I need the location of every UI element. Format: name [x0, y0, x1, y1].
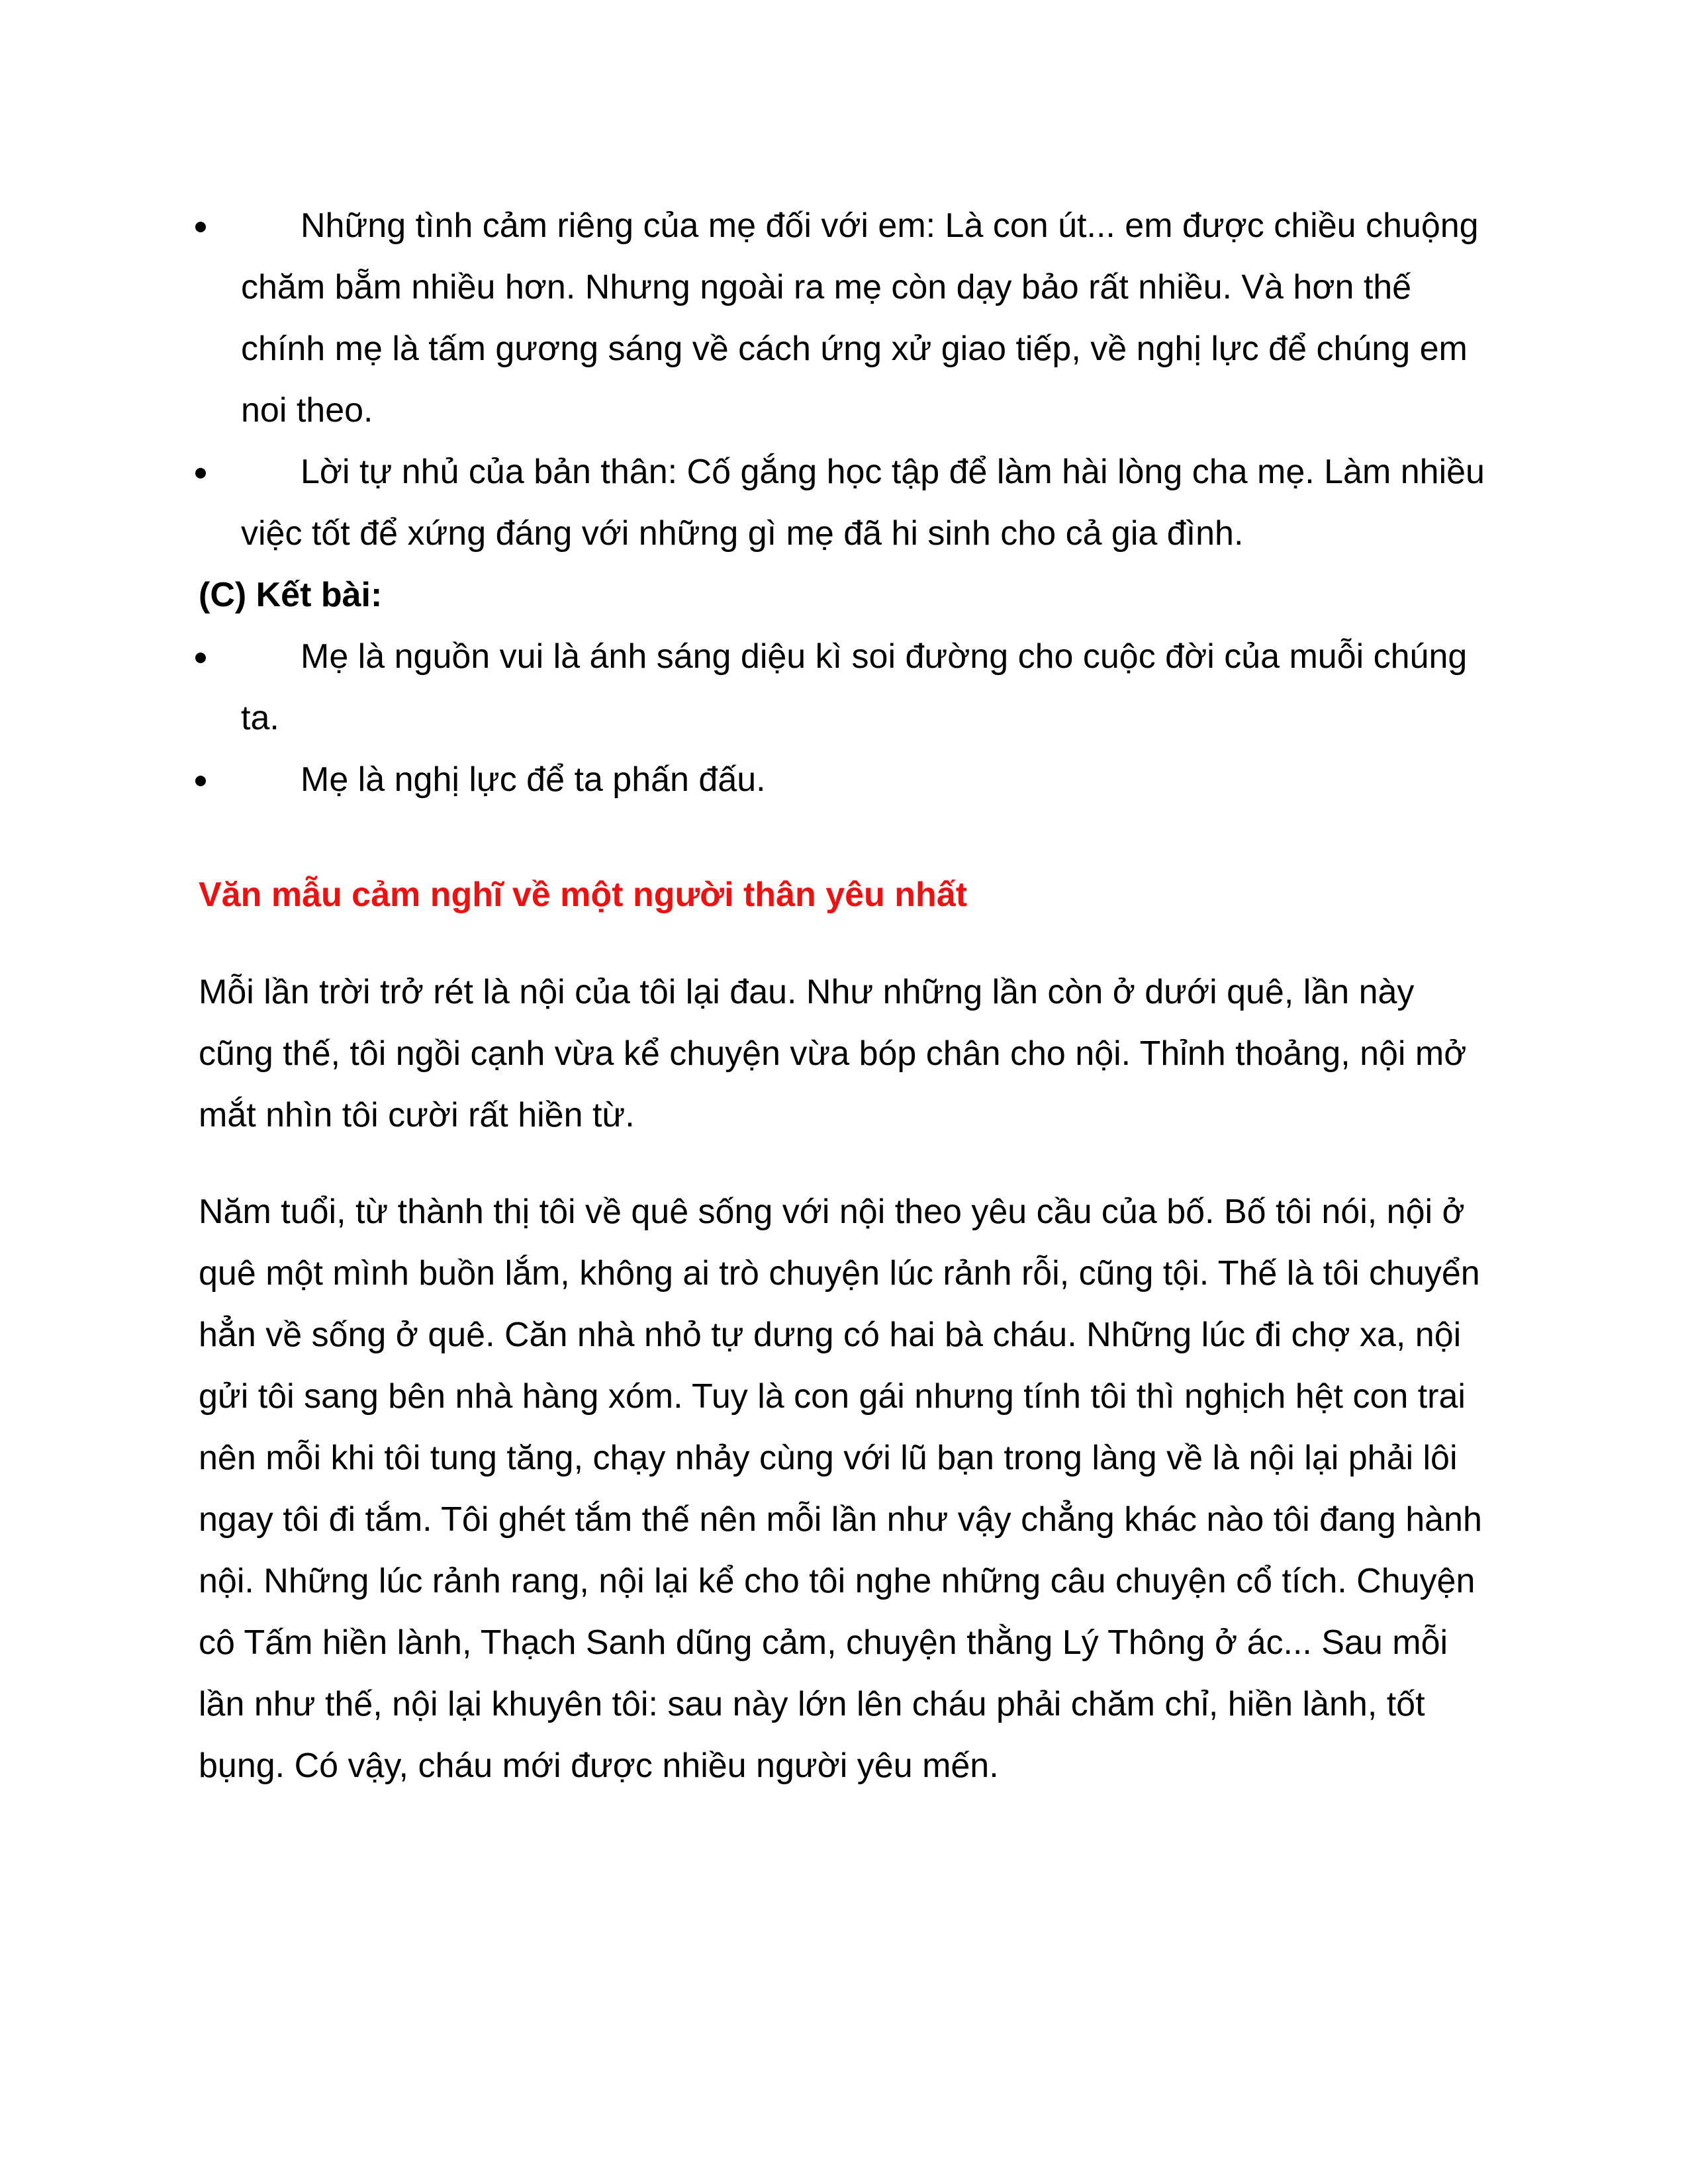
bullet-icon — [195, 468, 206, 478]
bullet-text: Lời tự nhủ của bản thân: Cố gắng học tập để làm hài lòng cha mẹ. Làm nhiều việc tốt để xứng đáng với những gì mẹ đã hi sinh cho cả gia đình. — [241, 453, 1485, 553]
bullet-icon — [195, 222, 206, 232]
bullet-icon — [195, 653, 206, 663]
bullet-text: Mẹ là nghị lực để ta phấn đấu. — [301, 760, 766, 799]
conclusion-bullet-list — [199, 626, 1496, 811]
list-item — [199, 626, 1496, 749]
bullet-text: Những tình cảm riêng của mẹ đối với em: Là con út... em được chiều chuộng chăm bẵm nhiều hơn. Nhưng ngoài ra mẹ còn dạy bảo rất nhiều. Và hơn thế chính mẹ là tấm gương sáng về cách ứng xử giao tiếp, về nghị lực để chúng em noi theo. — [241, 206, 1479, 430]
outline-bullet-list — [199, 195, 1496, 565]
bullet-text: Mẹ là nguồn vui là ánh sáng diệu kì soi đường cho cuộc đời của muỗi chúng ta. — [241, 637, 1468, 737]
essay-paragraph: Mỗi lần trời trở rét là nội của tôi lại đau. Như những lần còn ở dưới quê, lần này cũng thế, tôi ngồi cạnh vừa kể chuyện vừa bóp chân cho nội. Thỉnh thoảng, nội mở mắt nhìn tôi cười rất hiền từ. — [199, 973, 1467, 1134]
list-item — [199, 749, 1496, 811]
list-item — [199, 195, 1496, 441]
list-item — [199, 441, 1496, 565]
conclusion-heading: (C) Kết bài: — [199, 576, 383, 614]
document-content — [199, 195, 1496, 1797]
essay-paragraph: Năm tuổi, từ thành thị tôi về quê sống với nội theo yêu cầu của bố. Bố tôi nói, nội ở quê một mình buồn lắm, không ai trò chuyện lúc rảnh rỗi, cũng tội. Thế là tôi chuyển hẳn về sống ở quê. Căn nhà nhỏ tự dưng có hai bà cháu. Những lúc đi chợ xa, nội gửi tôi sang bên nhà hàng xóm. Tuy là con gái nhưng tính tôi thì nghịch hệt con trai nên mỗi khi tôi tung tăng, chạy nhảy cùng với lũ bạn trong làng về là nội lại phải lôi ngay tôi đi tắm. Tôi ghét tắm thế nên mỗi lần như vậy chẳng khác nào tôi đang hành nội. Những lúc rảnh rang, nội lại kể cho tôi nghe những câu chuyện cổ tích. Chuyện cô Tấm hiền lành, Thạch Sanh dũng cảm, chuyện thằng Lý Thông ở ác... Sau mỗi lần như thế, nội lại khuyên tôi: sau này lớn lên cháu phải chăm chỉ, hiền lành, tốt bụng. Có vậy, cháu mới được nhiều người yêu mến. — [199, 1193, 1482, 1785]
bullet-icon — [195, 776, 206, 786]
essay-title: Văn mẫu cảm nghĩ về một người thân yêu nhất — [199, 876, 968, 914]
